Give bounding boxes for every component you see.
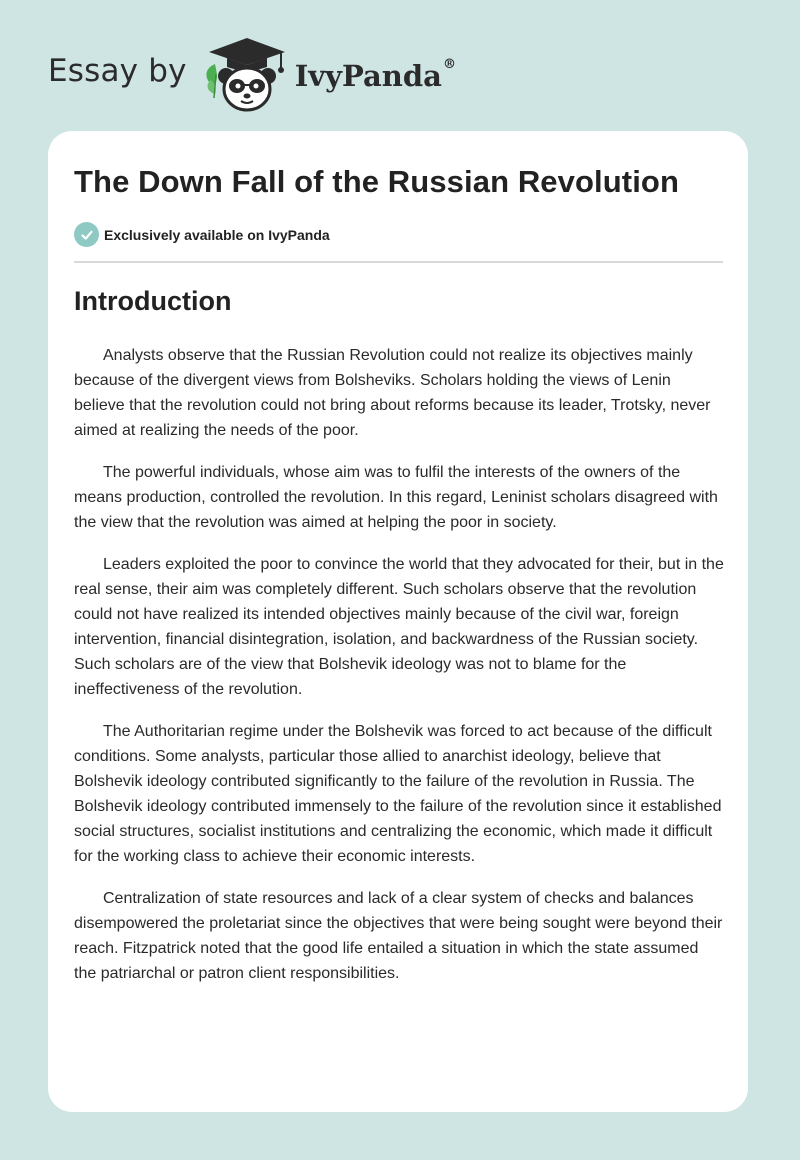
paragraph: Centralization of state resources and lack of a clear system of checks and balances disempowered the proletariat since the objectives that were being sought were beyond their reach. Fitzpatrick noted that the good life entailed a situation in which the state assumed the patriarchal or patron client responsibilities.: [74, 890, 723, 982]
exclusive-badge-label: Exclusively available on IvyPanda: [104, 226, 330, 243]
paragraph: The Authoritarian regime under the Bolshevik was forced to act because of the difficult conditions. Some analysts, particular those allied to anarchist ideology, believe that Bolshevik ideology contributed significantly to the failure of the revolution in Russia. The Bolshevik ideology contributed immensely to the failure of the revolution since it established social structures, socialist institutions and centralizing the economic, which made it difficult for the working class to achieve their economic interests.: [74, 723, 722, 865]
page-title: The Down Fall of the Russian Revolution: [74, 164, 679, 199]
section-heading: Introduction: [74, 286, 232, 316]
brand-name[interactable]: IvyPanda®: [294, 57, 456, 93]
registered-mark: ®: [442, 57, 456, 72]
essay-by-label: Essay by: [48, 53, 187, 89]
essay-card: [48, 131, 748, 1112]
essay-body: [74, 343, 724, 1003]
paragraph: Analysts observe that the Russian Revolution could not realize its objectives mainly because of the divergent views from Bolsheviks. Scholars holding the views of Lenin believe that the revolution could not bring about reforms because its leader, Trotsky, never aimed at realizing the needs of the poor.: [74, 347, 711, 439]
paragraph: The powerful individuals, whose aim was to fulfil the interests of the owners of the means production, controlled the revolution. In this regard, Leninist scholars disagreed with the view that the revolution was aimed at helping the poor in society.: [74, 464, 718, 531]
check-icon: [74, 222, 99, 247]
divider: [74, 261, 723, 263]
site-header: [48, 34, 456, 114]
paragraph: Leaders exploited the poor to convince the world that they advocated for their, but in the real sense, their aim was completely different. Such scholars observe that the revolution could not have realized its intended objectives mainly because of the civil war, foreign intervention, financial disintegration, isolation, and backwardness of the Russian society. Such scholars are of the view that Bolshevik ideology was not to blame for the ineffectiveness of the revolution.: [74, 556, 724, 698]
exclusive-badge: [74, 222, 330, 247]
panda-logo-icon[interactable]: [201, 34, 293, 114]
